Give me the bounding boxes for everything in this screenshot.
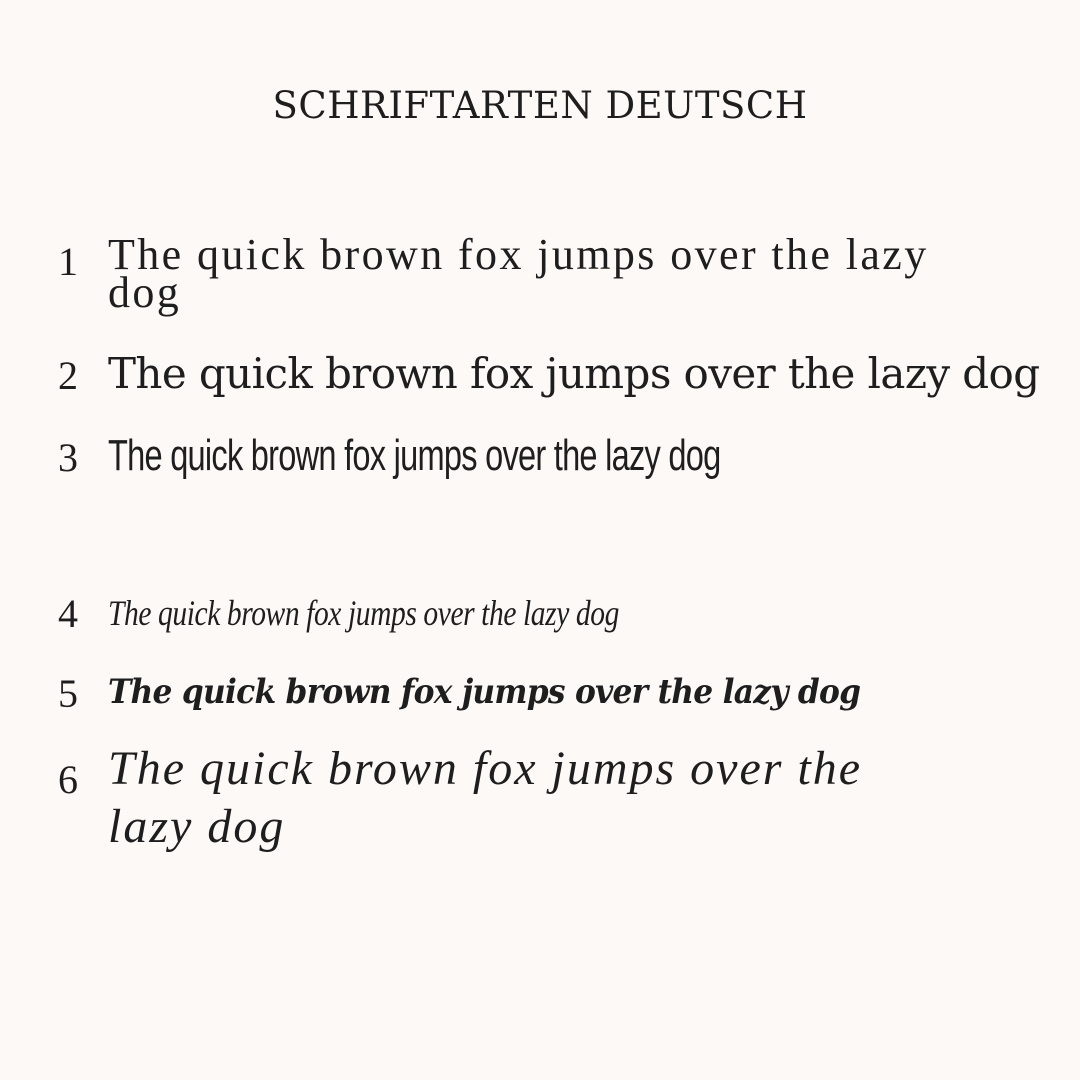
sample-text: The quick brown fox jumps over the lazy dog [108,672,861,712]
sample-text: The quick brown fox jumps over the lazy dog [108,230,929,317]
sample-text: The quick brown fox jumps over the lazy dog [108,349,1040,398]
sample-number: 5 [58,671,78,716]
sample-number: 1 [58,239,78,284]
sample-text: The quick brown fox jumps over the lazy dog [108,431,721,480]
page-title: SCHRIFTARTEN DEUTSCH [272,84,808,127]
sample-number: 6 [58,757,78,802]
sample-number: 2 [58,353,78,398]
sample-text: The quick brown fox jumps over the lazy dog [108,593,619,633]
sample-text: The quick brown fox jumps over the lazy dog [108,742,863,853]
sample-number: 3 [58,435,78,480]
sample-number: 4 [58,591,78,636]
